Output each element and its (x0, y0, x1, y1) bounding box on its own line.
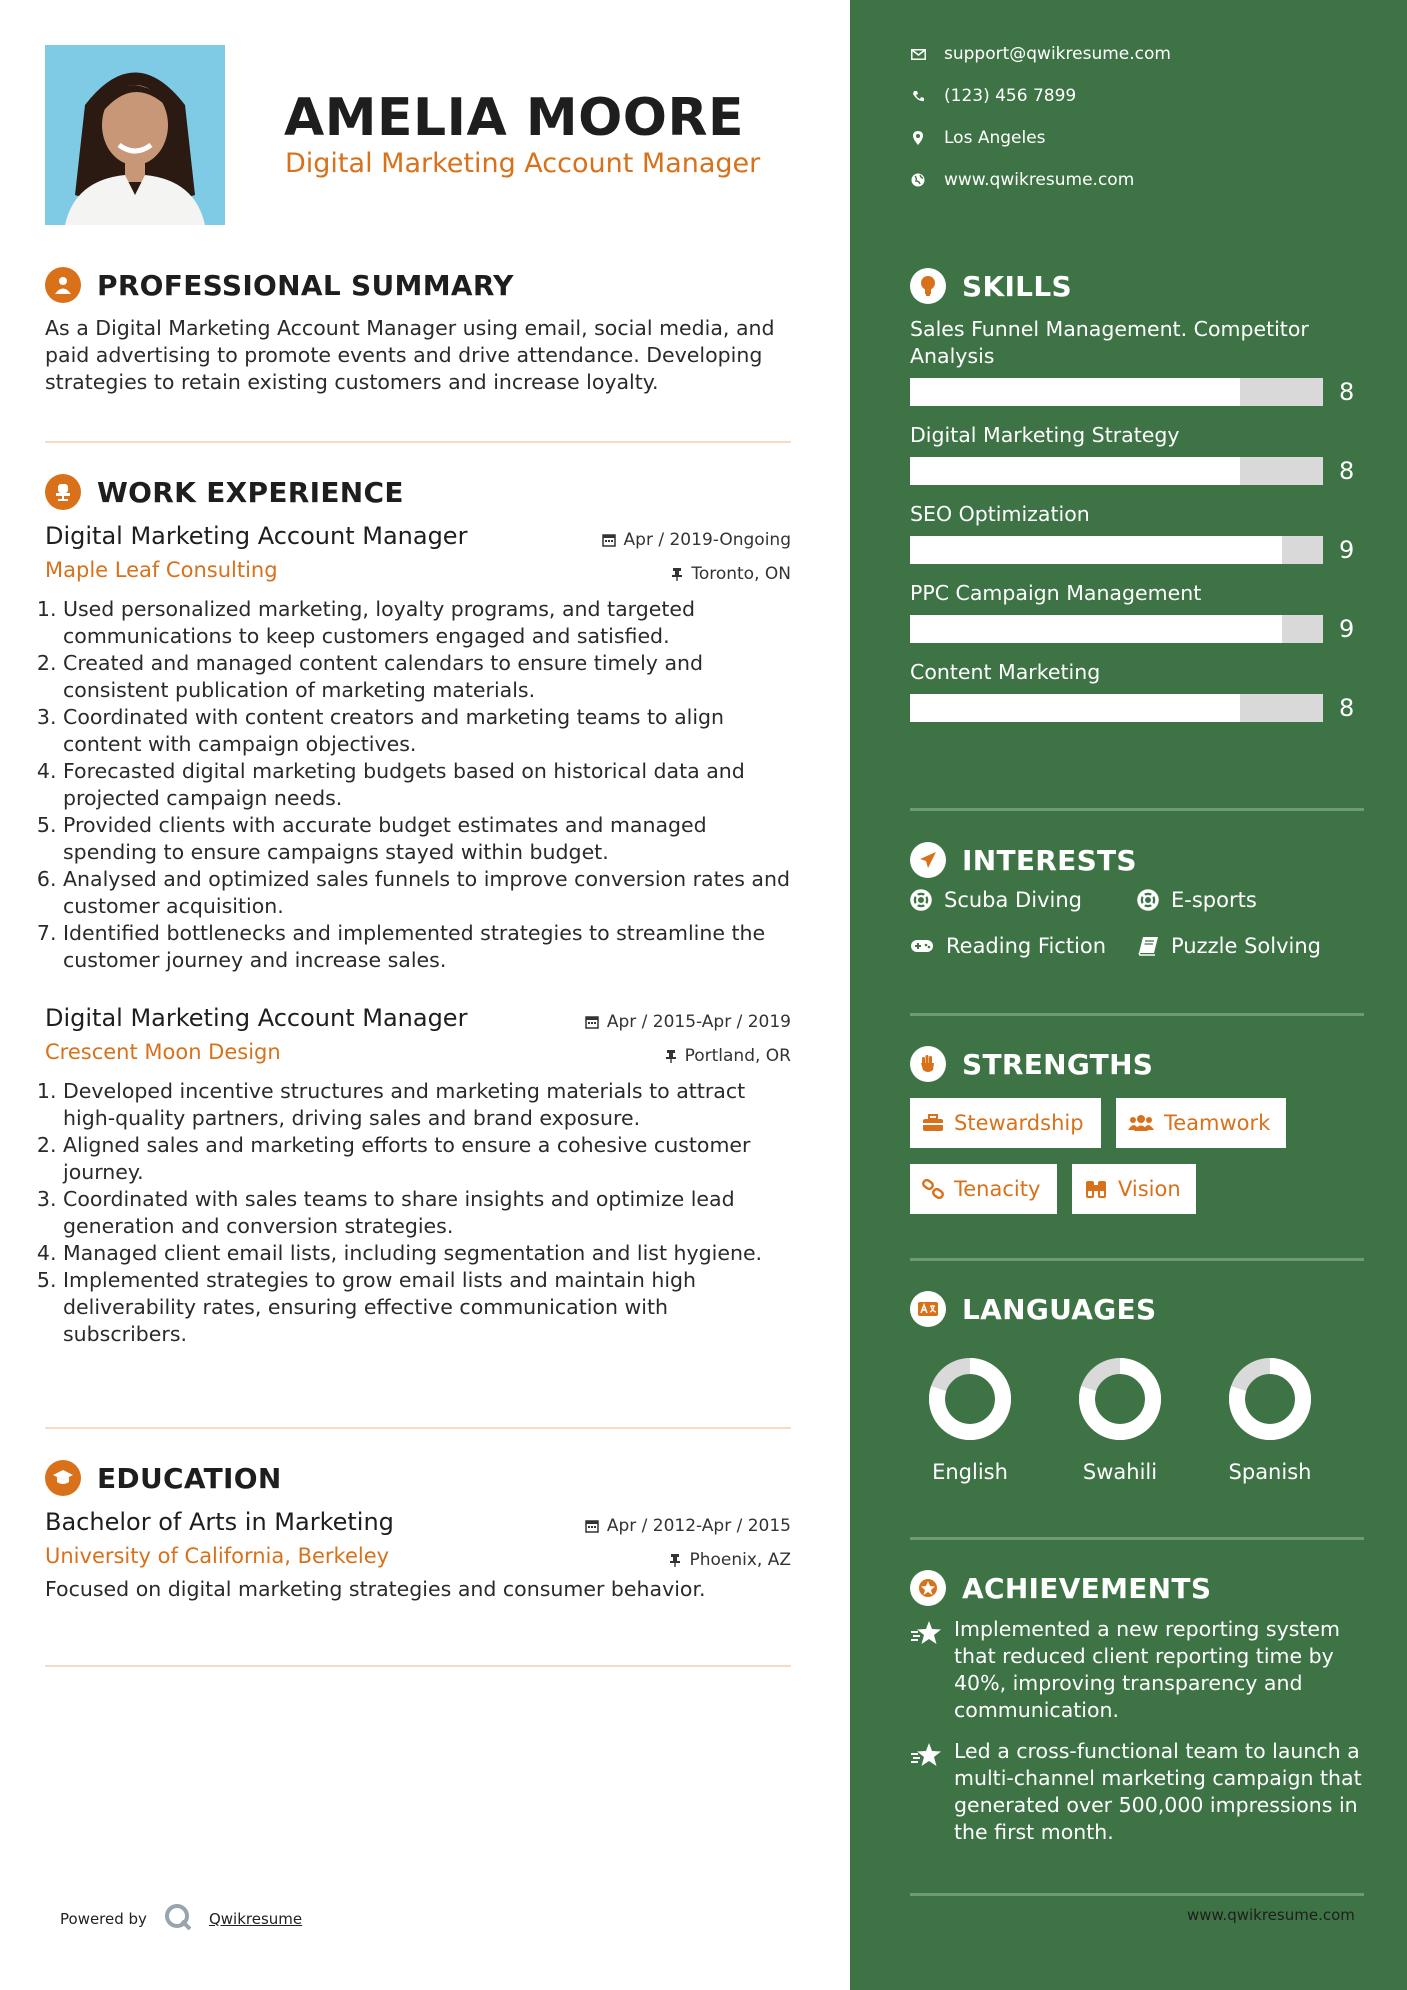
star-icon (910, 1738, 942, 1846)
strength-label: Teamwork (1164, 1111, 1271, 1135)
job-title: Digital Marketing Account Manager (45, 522, 468, 550)
skill-bar-fill (910, 694, 1240, 722)
job-location-text: Toronto, ON (691, 564, 791, 584)
job-title: Digital Marketing Account Manager (45, 1004, 468, 1032)
binoculars-icon (1084, 1179, 1108, 1199)
divider (45, 1427, 791, 1429)
summary-text: As a Digital Marketing Account Manager using email, social media, and paid advertising to promote events and drive attendance. Developing strategies to retain existing customers and increase loyalty. (45, 316, 775, 394)
skill-bar-track (910, 378, 1323, 406)
languages-section (910, 1289, 1364, 1329)
phone-icon (910, 90, 926, 103)
qwikresume-logo-icon (163, 1902, 193, 1936)
job-entry (45, 522, 791, 974)
strength-tag (1116, 1098, 1286, 1148)
contact-website-text[interactable]: www.qwikresume.com (944, 170, 1135, 190)
graduation-cap-icon (45, 1460, 81, 1496)
star-icon (910, 1616, 942, 1724)
contact-location (910, 128, 1046, 148)
interests-section (910, 840, 1364, 880)
life-ring-icon (910, 889, 932, 911)
strength-tag (910, 1164, 1057, 1214)
skill-item (910, 659, 1364, 722)
life-ring-icon (1137, 889, 1159, 911)
divider (910, 1013, 1364, 1016)
contact-phone (910, 86, 1076, 106)
skills-section (910, 266, 1364, 738)
interest-item (910, 934, 1106, 958)
candidate-role: Digital Marketing Account Manager (285, 148, 761, 179)
brand-link[interactable]: Qwikresume (208, 1910, 303, 1928)
skill-item (910, 316, 1364, 406)
paper-plane-icon (910, 842, 946, 878)
achievement-text: Led a cross-functional team to launch a multi-channel marketing campaign that generated over 500,000 impressions in the first month. (954, 1739, 1362, 1844)
bullet-item: 4. Managed client email lists, including segmentation and list hygiene. (63, 1240, 791, 1267)
briefcase-icon (922, 1114, 944, 1132)
interest-item (1137, 934, 1321, 958)
skill-bar-row (910, 457, 1364, 485)
language-label: Swahili (1082, 1460, 1158, 1484)
job-location (665, 1046, 791, 1066)
skill-name: Digital Marketing Strategy (910, 423, 1180, 447)
education-date-text: Apr / 2012-Apr / 2015 (606, 1516, 791, 1536)
achievements-section (910, 1568, 1364, 1608)
strength-label: Vision (1118, 1177, 1181, 1201)
bullet-item: 3. Coordinated with content creators and marketing teams to align content with campaign objectives. (63, 704, 791, 758)
skill-value: 9 (1339, 615, 1355, 643)
summary-title: PROFESSIONAL SUMMARY (97, 268, 514, 302)
skill-item (910, 422, 1364, 485)
bullet-item: 6. Analysed and optimized sales funnels to improve conversion rates and customer acquisition. (63, 866, 791, 920)
education-entry (45, 1508, 791, 1603)
calendar-icon (602, 533, 616, 547)
user-icon (45, 267, 81, 303)
job-entry (45, 1004, 791, 1348)
education-location (669, 1550, 791, 1570)
globe-icon (910, 173, 926, 187)
achievements-title: ACHIEVEMENTS (962, 1571, 1212, 1605)
skill-name: SEO Optimization (910, 502, 1090, 526)
education-date (585, 1516, 791, 1536)
contact-website (910, 170, 1134, 190)
contact-email-text[interactable]: support@qwikresume.com (944, 44, 1171, 64)
experience-section (45, 472, 791, 1348)
envelope-icon (910, 49, 926, 60)
languages-title: LANGUAGES (962, 1292, 1157, 1326)
bullet-item: 4. Forecasted digital marketing budgets based on historical data and projected campaign needs. (63, 758, 791, 812)
bullet-item: 3. Coordinated with sales teams to share insights and optimize lead generation and conversion strategies. (63, 1186, 791, 1240)
achievement-text: Implemented a new reporting system that reduced client reporting time by 40%, improving transparency and communication. (954, 1617, 1340, 1722)
language-level-ring (1227, 1356, 1313, 1442)
skill-bar-track (910, 615, 1323, 643)
language-label: Spanish (1228, 1460, 1312, 1484)
star-badge-icon (910, 1570, 946, 1606)
strength-label: Stewardship (954, 1111, 1084, 1135)
skill-bar-row (910, 378, 1364, 406)
skill-name: Sales Funnel Management. Competitor Analysis (910, 317, 1309, 368)
skill-bar-track (910, 457, 1323, 485)
interest-item (910, 888, 1082, 912)
interest-label: Scuba Diving (944, 888, 1082, 912)
divider (45, 441, 791, 443)
skill-bar-fill (910, 615, 1282, 643)
bullet-item: 2. Created and managed content calendars to ensure timely and consistent publication of marketing materials. (63, 650, 791, 704)
contact-phone-text: (123) 456 7899 (944, 86, 1077, 106)
divider (910, 808, 1364, 811)
divider (910, 1537, 1364, 1540)
pin-icon (669, 1553, 681, 1567)
interest-item (1137, 888, 1257, 912)
language-item (1195, 1356, 1345, 1484)
job-date (585, 1012, 791, 1032)
gamepad-icon (910, 938, 934, 954)
strength-label: Tenacity (954, 1177, 1041, 1201)
skill-bar-row (910, 536, 1364, 564)
language-level-ring (927, 1356, 1013, 1442)
bullet-item: 5. Provided clients with accurate budget estimates and managed spending to ensure campaigns stayed within budget. (63, 812, 791, 866)
job-bullets (45, 596, 791, 974)
divider (910, 1258, 1364, 1261)
degree: Bachelor of Arts in Marketing (45, 1508, 394, 1536)
interest-label: E-sports (1171, 888, 1257, 912)
profile-photo (45, 45, 225, 225)
footer-website[interactable]: www.qwikresume.com (1187, 1906, 1355, 1924)
chair-icon (45, 474, 81, 510)
skill-value: 9 (1339, 536, 1355, 564)
bullet-item: 7. Identified bottlenecks and implemented strategies to streamline the customer journey and increase sales. (63, 920, 791, 974)
job-company: Maple Leaf Consulting (45, 558, 278, 582)
skill-value: 8 (1339, 457, 1355, 485)
pin-icon (671, 567, 683, 581)
bullet-item: 2. Aligned sales and marketing efforts to ensure a cohesive customer journey. (63, 1132, 791, 1186)
skill-item (910, 580, 1364, 643)
job-company: Crescent Moon Design (45, 1040, 281, 1064)
skill-value: 8 (1339, 378, 1355, 406)
skill-name: PPC Campaign Management (910, 581, 1202, 605)
language-item (1045, 1356, 1195, 1484)
language-label: English (932, 1460, 1008, 1484)
link-icon (922, 1179, 944, 1199)
skill-bar-track (910, 694, 1323, 722)
job-location (671, 564, 791, 584)
experience-title: WORK EXPERIENCE (97, 475, 404, 509)
strength-tag (1072, 1164, 1196, 1214)
hand-icon (910, 1046, 946, 1082)
powered-by (60, 1902, 302, 1936)
skill-bar-track (910, 536, 1323, 564)
education-title: EDUCATION (97, 1461, 282, 1495)
job-date-text: Apr / 2019-Ongoing (623, 530, 791, 550)
candidate-name: AMELIA MOORE (284, 88, 745, 148)
education-section (45, 1458, 791, 1603)
skill-bar-fill (910, 536, 1282, 564)
skill-name: Content Marketing (910, 660, 1101, 684)
pin-icon (665, 1049, 677, 1063)
strength-tag (910, 1098, 1101, 1148)
calendar-icon (585, 1519, 599, 1533)
achievement-item (910, 1616, 1364, 1724)
divider (45, 1665, 791, 1667)
bullet-item: 1. Used personalized marketing, loyalty programs, and targeted communications to keep customers engaged and satisfied. (63, 596, 791, 650)
contact-email (910, 44, 1171, 64)
strengths-title: STRENGTHS (962, 1047, 1154, 1081)
job-location-text: Portland, OR (684, 1046, 791, 1066)
job-date (602, 530, 791, 550)
summary-section (45, 265, 791, 396)
bullet-item: 5. Implemented strategies to grow email lists and maintain high deliverability rates, ensuring effective communication with subscribers. (63, 1267, 791, 1348)
skill-bar-fill (910, 378, 1240, 406)
skills-list (910, 316, 1364, 722)
job-bullets (45, 1078, 791, 1348)
skill-value: 8 (1339, 694, 1355, 722)
contact-location-text: Los Angeles (944, 128, 1046, 148)
strengths-section (910, 1044, 1364, 1084)
skills-title: SKILLS (962, 269, 1072, 303)
calendar-icon (585, 1015, 599, 1029)
job-date-text: Apr / 2015-Apr / 2019 (606, 1012, 791, 1032)
book-icon (1137, 936, 1159, 956)
interest-label: Puzzle Solving (1171, 934, 1321, 958)
skill-bar-row (910, 615, 1364, 643)
skill-bar-fill (910, 457, 1240, 485)
language-item (895, 1356, 1045, 1484)
users-icon (1128, 1114, 1154, 1132)
interests-title: INTERESTS (962, 843, 1137, 877)
powered-by-label: Powered by (60, 1910, 147, 1928)
skill-item (910, 501, 1364, 564)
education-location-text: Phoenix, AZ (689, 1550, 791, 1570)
school: University of California, Berkeley (45, 1544, 390, 1568)
lightbulb-icon (910, 268, 946, 304)
bullet-item: 1. Developed incentive structures and marketing materials to attract high-quality partners, driving sales and brand exposure. (63, 1078, 791, 1132)
education-description: Focused on digital marketing strategies and consumer behavior. (45, 1577, 706, 1601)
map-marker-icon (910, 131, 926, 145)
language-level-ring (1077, 1356, 1163, 1442)
divider (910, 1893, 1364, 1896)
interest-label: Reading Fiction (946, 934, 1107, 958)
achievement-item (910, 1738, 1364, 1846)
skill-bar-row (910, 694, 1364, 722)
language-icon (910, 1291, 946, 1327)
